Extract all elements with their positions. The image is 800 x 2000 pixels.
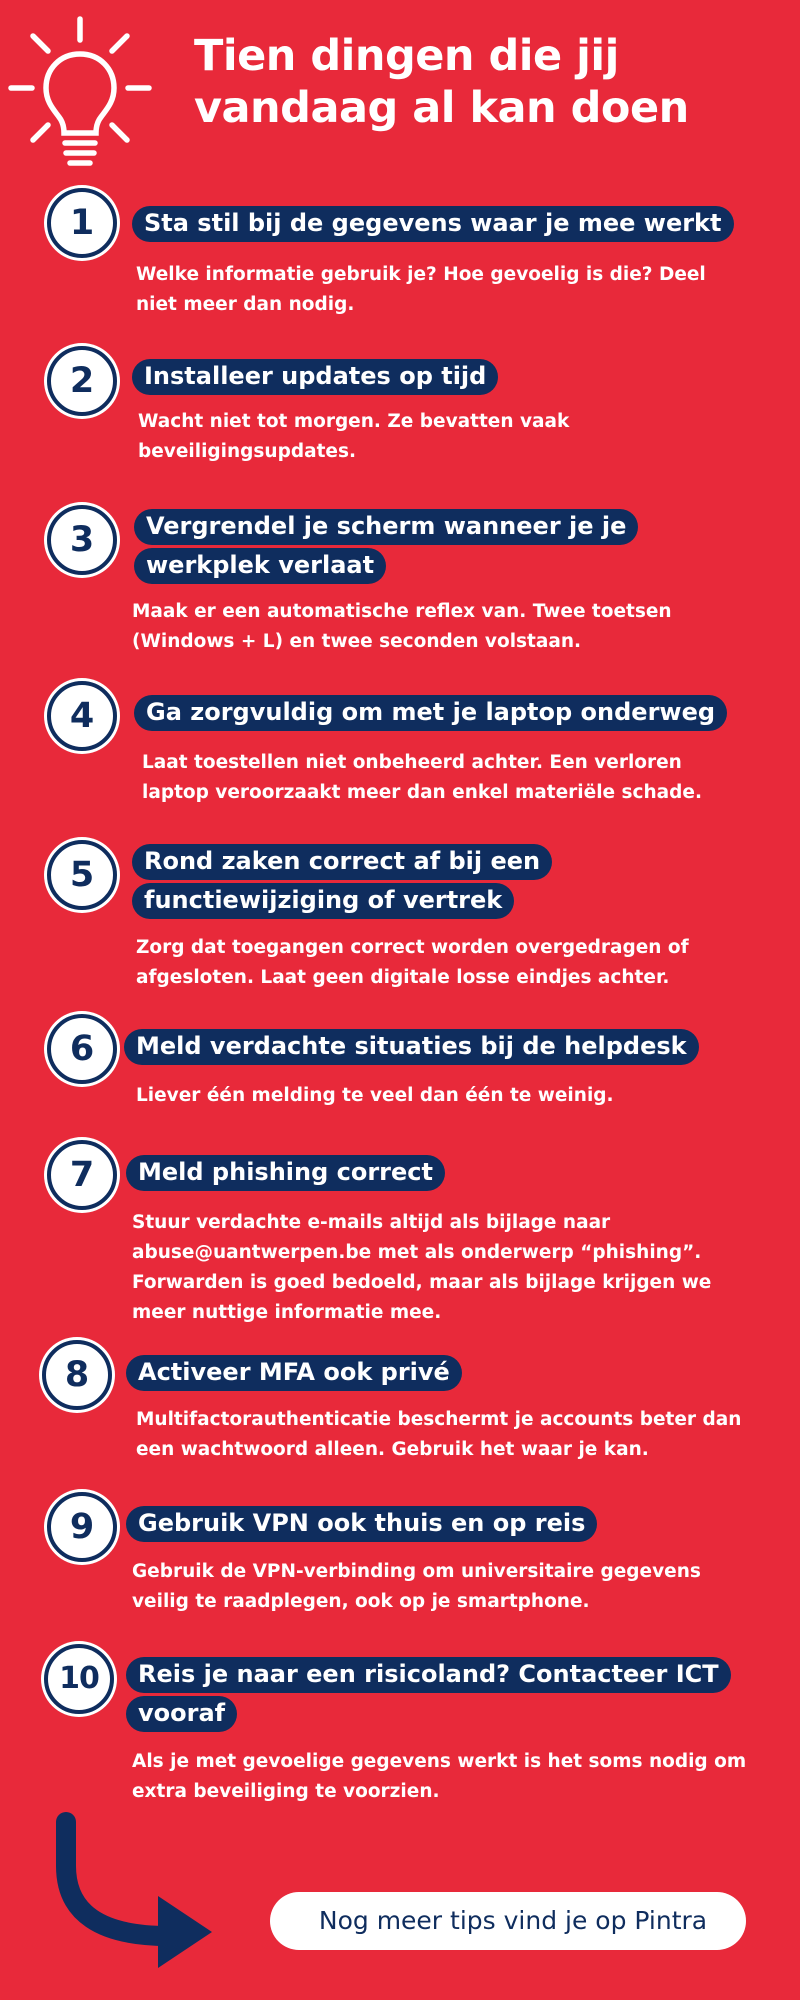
tip-text-2: Wacht niet tot morgen. Ze bevatten vaak beveiligingsupdates. — [138, 411, 570, 462]
tip-title-1 — [132, 204, 782, 243]
tip-text-5: Zorg dat toegangen correct worden overgedragen of afgesloten. Laat geen digitale losse eindjes achter. — [136, 937, 689, 988]
tip-text-3: Maak er een automatische reflex van. Twee toetsen (Windows + L) en twee seconden volstaan. — [132, 601, 672, 652]
tip-title-2-label: Installeer updates op tijd — [132, 359, 498, 395]
tip-title-9 — [126, 1504, 776, 1543]
tip-title-7-label: Meld phishing correct — [126, 1155, 445, 1191]
tip-number-10: 10 — [44, 1644, 114, 1714]
tip-number-9: 9 — [47, 1492, 117, 1562]
tip-text-6: Liever één melding te veel dan één te weinig. — [136, 1085, 614, 1106]
tip-title-3-label: Vergrendel je scherm wanneer je je werkplek verlaat — [134, 509, 638, 584]
tip-text-9: Gebruik de VPN-verbinding om universitaire gegevens veilig te raadplegen, ook op je smartphone. — [132, 1561, 701, 1612]
tip-text-4: Laat toestellen niet onbeheerd achter. Een verloren laptop veroorzaakt meer dan enkel materiële schade. — [142, 752, 702, 803]
tip-title-2 — [132, 357, 782, 396]
tip-text-1: Welke informatie gebruik je? Hoe gevoelig is die? Deel niet meer dan nodig. — [136, 264, 706, 315]
tip-title-4-label: Ga zorgvuldig om met je laptop onderweg — [134, 695, 727, 731]
tip-title-1-label: Sta stil bij de gegevens waar je mee werkt — [132, 206, 734, 242]
tip-title-8-label: Activeer MFA ook privé — [126, 1355, 462, 1391]
tip-number-3: 3 — [47, 505, 117, 575]
tip-number-8: 8 — [42, 1340, 112, 1410]
tip-text-7: Stuur verdachte e-mails altijd als bijlage naar abuse@uantwerpen.be met als onderwerp “phishing”. Forwarden is goed bedoeld, maar als bijlage krijgen we meer nuttige informatie mee. — [132, 1212, 712, 1323]
tip-title-3 — [134, 507, 694, 585]
tip-title-6-label: Meld verdachte situaties bij de helpdesk — [124, 1029, 699, 1065]
tip-title-4 — [134, 693, 784, 732]
tip-number-7: 7 — [47, 1140, 117, 1210]
tip-number-6: 6 — [47, 1014, 117, 1084]
tip-title-10 — [126, 1655, 776, 1733]
tip-title-5-label: Rond zaken correct af bij een functiewijziging of vertrek — [132, 844, 552, 919]
tip-title-7 — [126, 1153, 776, 1192]
tip-title-5 — [132, 842, 652, 920]
curved-arrow-icon — [50, 1808, 230, 1968]
tip-number-2: 2 — [47, 346, 117, 416]
tip-text-8: Multifactorauthenticatie beschermt je accounts beter dan een wachtwoord alleen. Gebruik het waar je kan. — [136, 1409, 742, 1460]
tip-title-9-label: Gebruik VPN ook thuis en op reis — [126, 1506, 597, 1542]
tip-number-4: 4 — [47, 681, 117, 751]
lightbulb-icon — [8, 16, 158, 171]
tip-number-1: 1 — [47, 188, 117, 258]
page-title: Tien dingen die jij vandaag al kan doen — [194, 31, 689, 133]
tip-title-10-label: Reis je naar een risicoland? Contacteer ICT vooraf — [126, 1657, 731, 1732]
tip-title-6 — [124, 1027, 784, 1066]
tip-number-5: 5 — [47, 840, 117, 910]
tip-text-10: Als je met gevoelige gegevens werkt is het soms nodig om extra beveiliging te voorzien. — [132, 1751, 747, 1802]
pintra-link-button[interactable]: Nog meer tips vind je op Pintra — [270, 1892, 746, 1950]
tip-title-8 — [126, 1353, 776, 1392]
